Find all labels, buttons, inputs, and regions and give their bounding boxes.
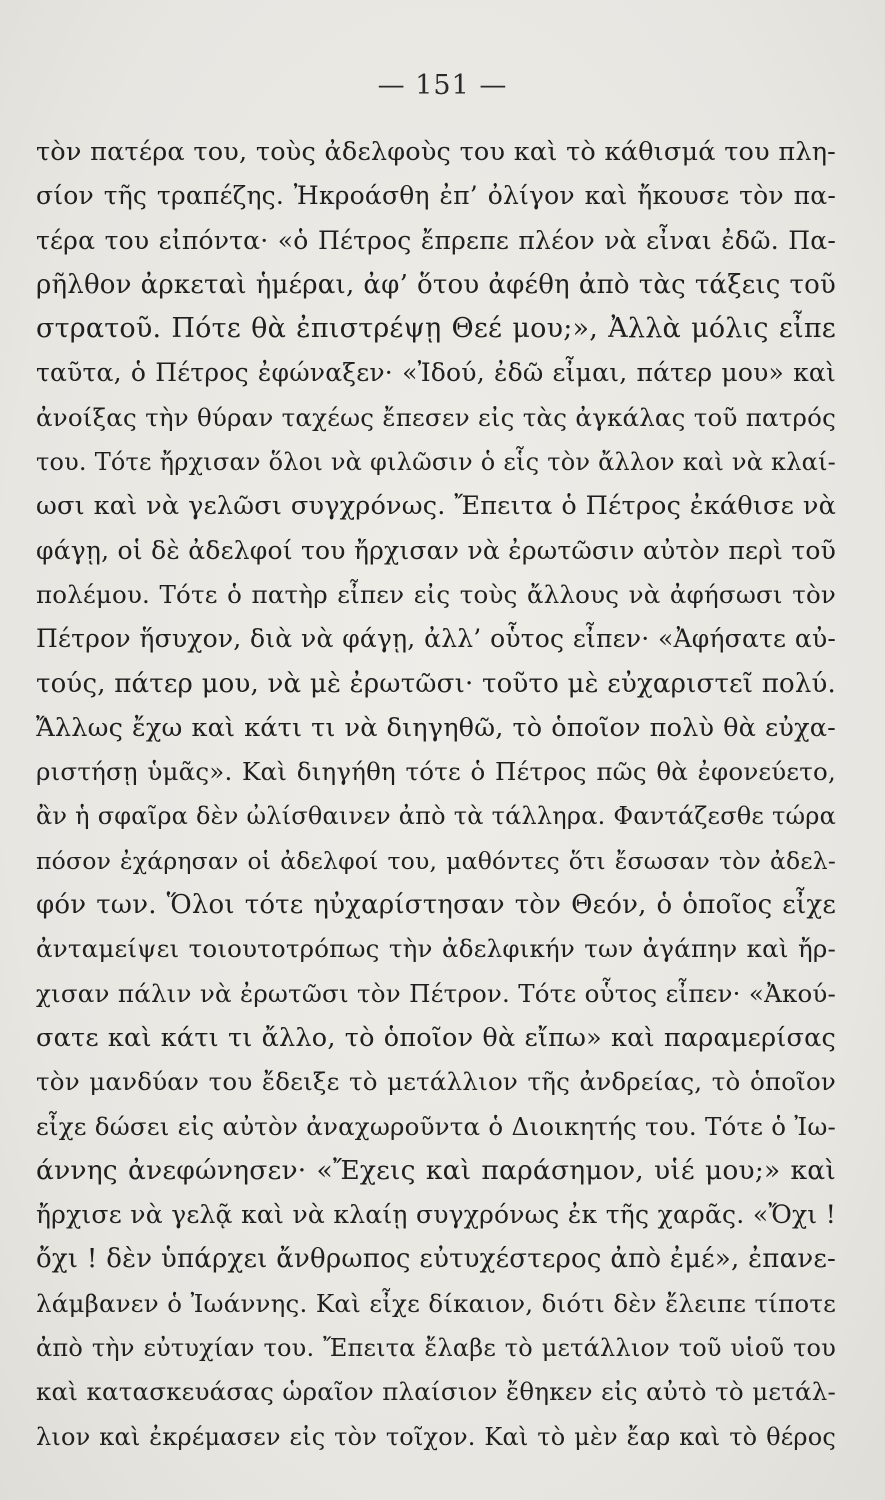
text-line: ἤρχισε νὰ γελᾷ καὶ νὰ κλαίῃ συγχρόνως ἐκ τῆς χαρᾶς. «Ὄχι !: [36, 1200, 836, 1230]
text-line: σίον τῆς τραπέζης. Ἠκροάσθη ἐπ’ ὀλίγον καὶ ἤκουσε τὸν πα-: [36, 181, 836, 211]
body-text: [36, 130, 836, 1459]
text-line: εἶχε δώσει εἰς αὐτὸν ἀναχωροῦντα ὁ Διοικητής του. Τότε ὁ Ἰω-: [36, 1111, 836, 1141]
text-line: ρῆλθον ἀρκεταὶ ἡμέραι, ἀφ’ ὅτου ἀφέθη ἀπὸ τὰς τάξεις τοῦ: [36, 269, 836, 300]
text-line: ὄχι ! δὲν ὑπάρχει ἄνθρωπος εὐτυχέστερος ἀπὸ ἐμέ», ἐπανε-: [36, 1244, 836, 1275]
text-line: τὸν πατέρα του, τοὺς ἀδελφοὺς του καὶ τὸ κάθισμά του πλη-: [36, 137, 836, 167]
text-line: άννης ἀνεφώνησεν· «Ἔχεις καὶ παράσημον, υἱέ μου;» καὶ: [36, 1154, 836, 1186]
text-line: καὶ κατασκευάσας ὡραῖον πλαίσιον ἔθηκεν εἰς αὐτὸ τὸ μετάλ-: [36, 1377, 836, 1407]
text-line: ἀνοίξας τὴν θύραν ταχέως ἔπεσεν εἰς τὰς ἀγκάλας τοῦ πατρός: [36, 402, 836, 432]
text-line: στρατοῦ. Πότε θὰ ἐπιστρέψῃ Θεέ μου;», Ἀλλὰ μόλις εἶπε: [36, 313, 836, 345]
text-line: ἀπὸ τὴν εὐτυχίαν του. Ἔπειτα ἔλαβε τὸ μετάλλιον τοῦ υἱοῦ του: [36, 1334, 836, 1363]
text-line: λάμβανεν ὁ Ἰωάννης. Καὶ εἶχε δίκαιον, διότι δὲν ἔλειπε τίποτε: [36, 1288, 836, 1318]
text-line: χισαν πάλιν νὰ ἐρωτῶσι τὸν Πέτρον. Τότε οὗτος εἶπεν· «Ἀκού-: [36, 978, 836, 1008]
text-line: ταῦτα, ὁ Πέτρος ἐφώναξεν· «Ἰδού, ἐδῶ εἶμαι, πάτερ μου» καὶ: [36, 358, 836, 388]
text-line: του. Τότε ἤρχισαν ὅλοι νὰ φιλῶσιν ὁ εἷς τὸν ἄλλον καὶ νὰ κλαί-: [36, 448, 836, 477]
text-line: λιον καὶ ἐκρέμασεν εἰς τὸν τοῖχον. Καὶ τὸ μὲν ἔαρ καὶ τὸ θέρος: [36, 1422, 836, 1451]
text-line: ἀνταμείψει τοιουτοτρόπως τὴν ἀδελφικήν των ἀγάπην καὶ ἤρ-: [36, 934, 836, 964]
text-line: πολέμου. Τότε ὁ πατὴρ εἶπεν εἰς τοὺς ἄλλους νὰ ἀφήσωσι τὸν: [36, 579, 836, 609]
text-line: ριστήσῃ ὑμᾶς». Καὶ διηγήθη τότε ὁ Πέτρος πῶς θὰ ἐφονεύετο,: [36, 757, 836, 787]
text-line: πόσον ἐχάρησαν οἱ ἀδελφοί του, μαθόντες ὅτι ἔσωσαν τὸν ἀδελ-: [36, 846, 836, 875]
text-line: τὸν μανδύαν του ἔδειξε τὸ μετάλλιον τῆς ἀνδρείας, τὸ ὁποῖον: [36, 1067, 836, 1097]
text-line: τέρα του εἰπόντα· «ὁ Πέτρος ἔπρεπε πλέον νὰ εἶναι ἐδῶ. Πα-: [36, 225, 836, 255]
text-line: ωσι καὶ νὰ γελῶσι συγχρόνως. Ἔπειτα ὁ Πέτρος ἐκάθισε νὰ: [36, 491, 836, 522]
page-number: — 151 —: [377, 70, 508, 101]
text-line: Ἄλλως ἔχω καὶ κάτι τι νὰ διηγηθῶ, τὸ ὁποῖον πολὺ θὰ εὐχα-: [36, 712, 836, 743]
text-line: ἂν ἡ σφαῖρα δὲν ὠλίσθαινεν ἀπὸ τὰ τάλληρα. Φαντάζεσθε τώρα: [36, 802, 836, 831]
text-line: σατε καὶ κάτι τι ἄλλο, τὸ ὁποῖον θὰ εἴπω» καὶ παραμερίσας: [36, 1022, 836, 1053]
text-line: φάγῃ, οἱ δὲ ἀδελφοί του ἤρχισαν νὰ ἐρωτῶσιν αὐτὸν περὶ τοῦ: [36, 535, 836, 565]
text-line: τούς, πάτερ μου, νὰ μὲ ἐρωτῶσι· τοῦτο μὲ εὐχαριστεῖ πολύ.: [36, 668, 836, 699]
text-line: Πέτρον ἥσυχον, διὰ νὰ φάγῃ, ἀλλ’ οὗτος εἶπεν· «Ἀφήσατε αὐ-: [36, 624, 836, 654]
text-line: φόν των. Ὅλοι τότε ηὐχαρίστησαν τὸν Θεόν, ὁ ὁποῖος εἶχε: [36, 890, 836, 921]
